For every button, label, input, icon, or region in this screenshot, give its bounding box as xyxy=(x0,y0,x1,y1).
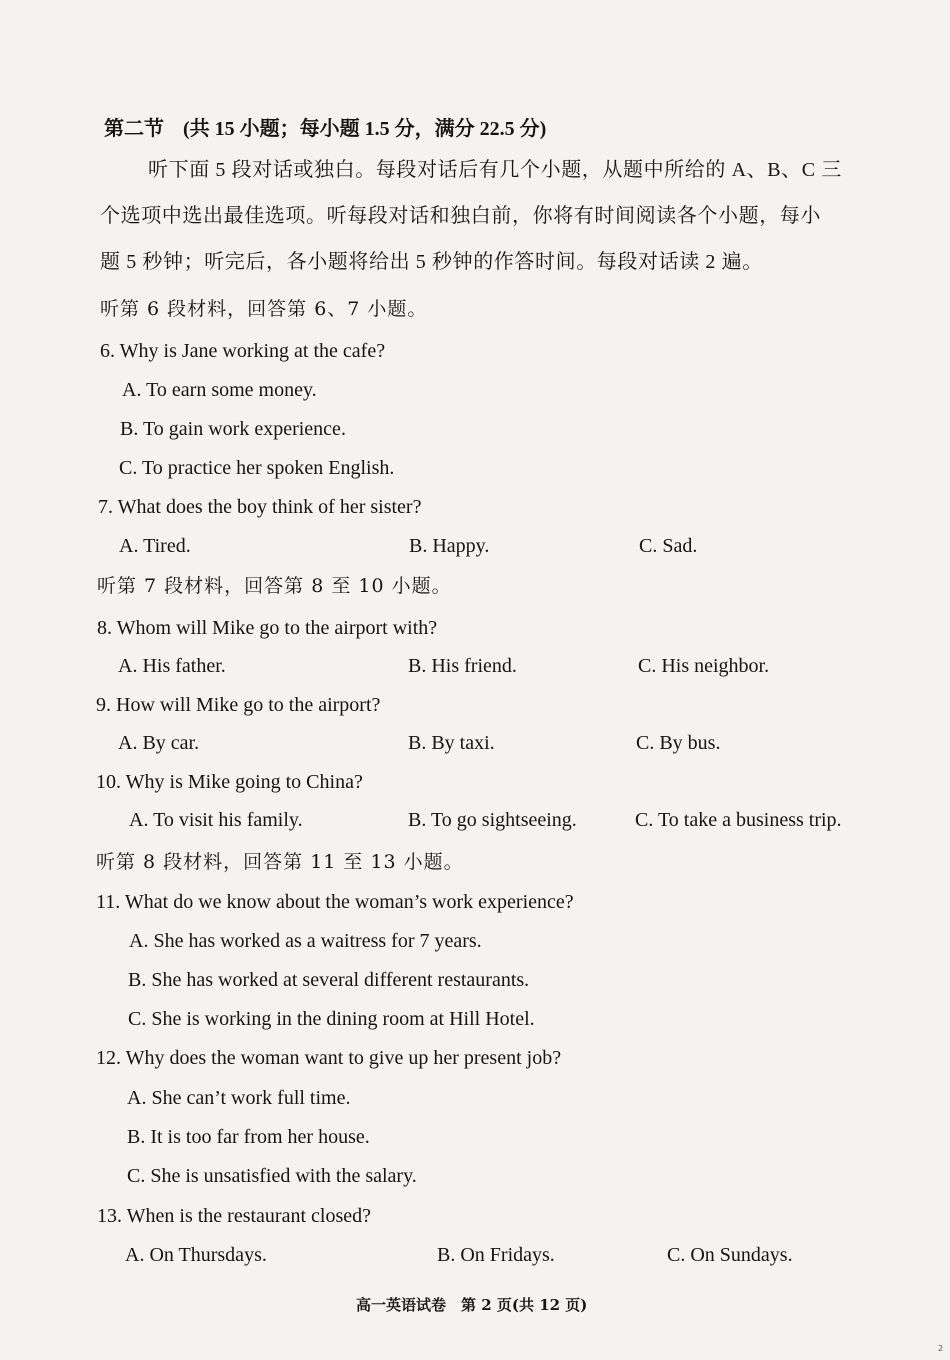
q13-option-a: A. On Thursdays. xyxy=(125,1244,267,1266)
q6-option-a: A. To earn some money. xyxy=(122,379,317,401)
question-7: 7. What does the boy think of her sister? xyxy=(98,496,422,518)
q11-option-c: C. She is working in the dining room at Hill Hotel. xyxy=(128,1008,535,1030)
q11-option-b: B. She has worked at several different restaurants. xyxy=(128,969,530,991)
instruction-line-3: 题 5 秒钟；听完后，各小题将给出 5 秒钟的作答时间。每段对话读 2 遍。 xyxy=(100,251,763,273)
question-6: 6. Why is Jane working at the cafe? xyxy=(100,340,386,362)
question-9: 9. How will Mike go to the airport? xyxy=(96,694,381,716)
question-10: 10. Why is Mike going to China? xyxy=(96,771,363,793)
instruction-line-2: 个选项中选出最佳选项。听每段对话和独白前，你将有时间阅读各个小题，每小 xyxy=(100,205,821,227)
section-heading xyxy=(104,116,546,142)
group-heading-1: 听第 6 段材料，回答第 6、7 小题。 xyxy=(100,298,428,320)
q10-option-a: A. To visit his family. xyxy=(129,809,303,831)
question-12: 12. Why does the woman want to give up her present job? xyxy=(96,1047,562,1069)
q7-option-a: A. Tired. xyxy=(119,535,191,557)
q8-option-a: A. His father. xyxy=(118,655,226,677)
page-footer: 高一英语试卷 第 2 页(共 12 页) xyxy=(356,1296,588,1314)
group-heading-3: 听第 8 段材料，回答第 11 至 13 小题。 xyxy=(96,851,464,873)
q13-option-b: B. On Fridays. xyxy=(437,1244,555,1266)
q9-option-c: C. By bus. xyxy=(636,732,721,754)
q12-option-c: C. She is unsatisfied with the salary. xyxy=(127,1165,417,1187)
q8-option-c: C. His neighbor. xyxy=(638,655,770,677)
q6-option-b: B. To gain work experience. xyxy=(120,418,346,440)
q7-option-c: C. Sad. xyxy=(639,535,698,557)
q12-option-a: A. She can’t work full time. xyxy=(127,1087,351,1109)
section-scoring: (共 15 小题；每小题 1.5 分，满分 22.5 分) xyxy=(183,118,547,140)
question-8: 8. Whom will Mike go to the airport with? xyxy=(97,617,438,639)
q10-option-c: C. To take a business trip. xyxy=(635,809,842,831)
q10-option-b: B. To go sightseeing. xyxy=(408,809,577,831)
q12-option-b: B. It is too far from her house. xyxy=(127,1126,370,1148)
q9-option-b: B. By taxi. xyxy=(408,732,495,754)
question-11: 11. What do we know about the woman’s work experience? xyxy=(96,891,574,913)
q13-option-c: C. On Sundays. xyxy=(667,1244,793,1266)
instruction-line-1: 听下面 5 段对话或独白。每段对话后有几个小题，从题中所给的 A、B、C 三 xyxy=(148,159,842,181)
section-title: 第二节 xyxy=(104,118,164,140)
group-heading-2: 听第 7 段材料，回答第 8 至 10 小题。 xyxy=(97,575,452,597)
q11-option-a: A. She has worked as a waitress for 7 years. xyxy=(129,930,482,952)
question-13: 13. When is the restaurant closed? xyxy=(97,1205,371,1227)
q7-option-b: B. Happy. xyxy=(409,535,490,557)
page-mark: 2 xyxy=(938,1344,944,1353)
q6-option-c: C. To practice her spoken English. xyxy=(119,457,395,479)
q8-option-b: B. His friend. xyxy=(408,655,517,677)
q9-option-a: A. By car. xyxy=(118,732,200,754)
